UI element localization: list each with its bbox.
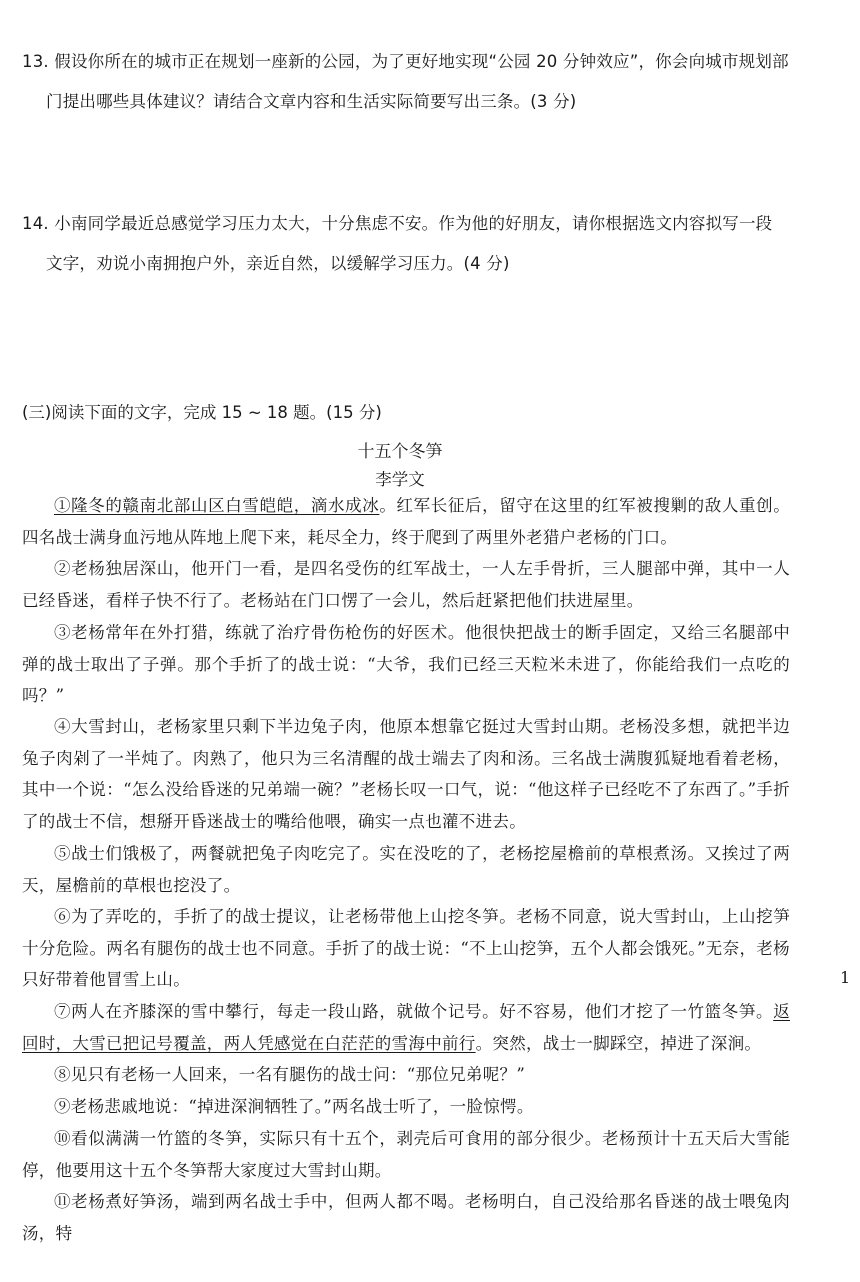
paragraph-11: ⑪老杨煮好笋汤，端到两名战士手中，但两人都不喝。老杨明白，自己没给那名昏迷的战士喂兔肉汤，特: [22, 1192, 790, 1243]
question-14-line-1: 14. 小南同学最近总感觉学习压力太大，十分焦虑不安。作为他的好朋友，请你根据选文内容拟写一段: [22, 214, 773, 233]
page-number: 1: [840, 968, 851, 987]
paragraph-4: ④大雪封山，老杨家里只剩下半边兔子肉，他原本想靠它挺过大雪封山期。老杨没多想，就把半边兔子肉剁了一半炖了。肉熟了，他只为三名清醒的战士端去了肉和汤。三名战士满腹狐疑地看着老杨，其中一个说：“怎么没给昏迷的兄弟端一碗？”老杨长叹一口气，说：“他这样子已经吃不了东西了。”手折了的战士不信，想掰开昏迷战士的嘴给他喂，确实一点也灌不进去。: [22, 717, 791, 831]
paragraph-2: ②老杨独居深山，他开门一看，是四名受伤的红军战士，一人左手骨折，三人腿部中弹，其中一人已经昏迷，看样子快不行了。老杨站在门口愣了一会儿，然后赶紧把他们扶进屋里。: [22, 559, 790, 610]
question-14: [22, 204, 792, 284]
paragraph-1-underlined: ①隆冬的赣南北部山区白雪皑皑，滴水成冰: [54, 496, 380, 515]
paragraph-7-underlined: 返回时，大雪已把记号覆盖，两人凭感觉在白茫茫的雪海中前行: [22, 1002, 790, 1053]
section-heading: (三)阅读下面的文字，完成 15 ~ 18 题。(15 分): [22, 403, 382, 422]
paragraph-9: ⑨老杨悲戚地说：“掉进深涧牺牲了。”两名战士听了，一脸惊愕。: [54, 1097, 534, 1116]
paragraph-7-text-a: ⑦两人在齐膝深的雪中攀行，每走一段山路，就做个记号。好不容易，他们才挖了一竹篮冬笋。: [54, 1002, 774, 1021]
question-13-line-1: 13. 假设你所在的城市正在规划一座新的公园，为了更好地实现“公园 20 分钟效应”，你会向城市规划部: [22, 52, 789, 71]
paragraph-8: ⑧见只有老杨一人回来，一名有腿伤的战士问：“那位兄弟呢？”: [54, 1065, 526, 1084]
paragraph-7-text-b: 。突然，战士一脚踩空，掉进了深涧。: [475, 1033, 762, 1053]
article-title: 十五个冬笋: [357, 442, 443, 462]
article-author: 李学文: [375, 470, 425, 489]
question-13: [22, 42, 792, 122]
paragraph-7: [22, 996, 790, 1059]
paragraph-5: ⑤战士们饿极了，两餐就把兔子肉吃完了。实在没吃的了，老杨挖屋檐前的草根煮汤。又挨过了两天，屋檐前的草根也挖没了。: [22, 844, 790, 895]
paragraph-6: ⑥为了弄吃的，手折了的战士提议，让老杨带他上山挖冬笋。老杨不同意，说大雪封山，上山挖笋十分危险。两名有腿伤的战士也不同意。手折了的战士说：“不上山挖笋，五个人都会饿死。”无奈，老杨只好带着他冒雪上山。: [22, 907, 790, 989]
paragraph-10: ⑩看似满满一竹篮的冬笋，实际只有十五个，剥壳后可食用的部分很少。老杨预计十五天后大雪能停，他要用这十五个冬笋帮大家度过大雪封山期。: [22, 1129, 790, 1180]
question-14-line-2: 文字，劝说小南拥抱户外，亲近自然，以缓解学习压力。(4 分): [46, 254, 510, 273]
question-13-line-2: 门提出哪些具体建议？请结合文章内容和生活实际简要写出三条。(3 分): [46, 92, 577, 111]
paragraph-1-text: 。红军长征后，留守在这里的红军被搜剿的敌人重创。四名战士满身血污地从阵地上爬下来，耗尽全力，终于爬到了两里外老猎户老杨的门口。: [22, 496, 791, 547]
paragraph-3: ③老杨常年在外打猎，练就了治疗骨伤枪伤的好医术。他很快把战士的断手固定，又给三名腿部中弹的战士取出了子弹。那个手折了的战士说：“大爷，我们已经三天粒米未进了，你能给我们一点吃的吗？”: [22, 623, 790, 705]
paragraph-1: [22, 490, 790, 553]
